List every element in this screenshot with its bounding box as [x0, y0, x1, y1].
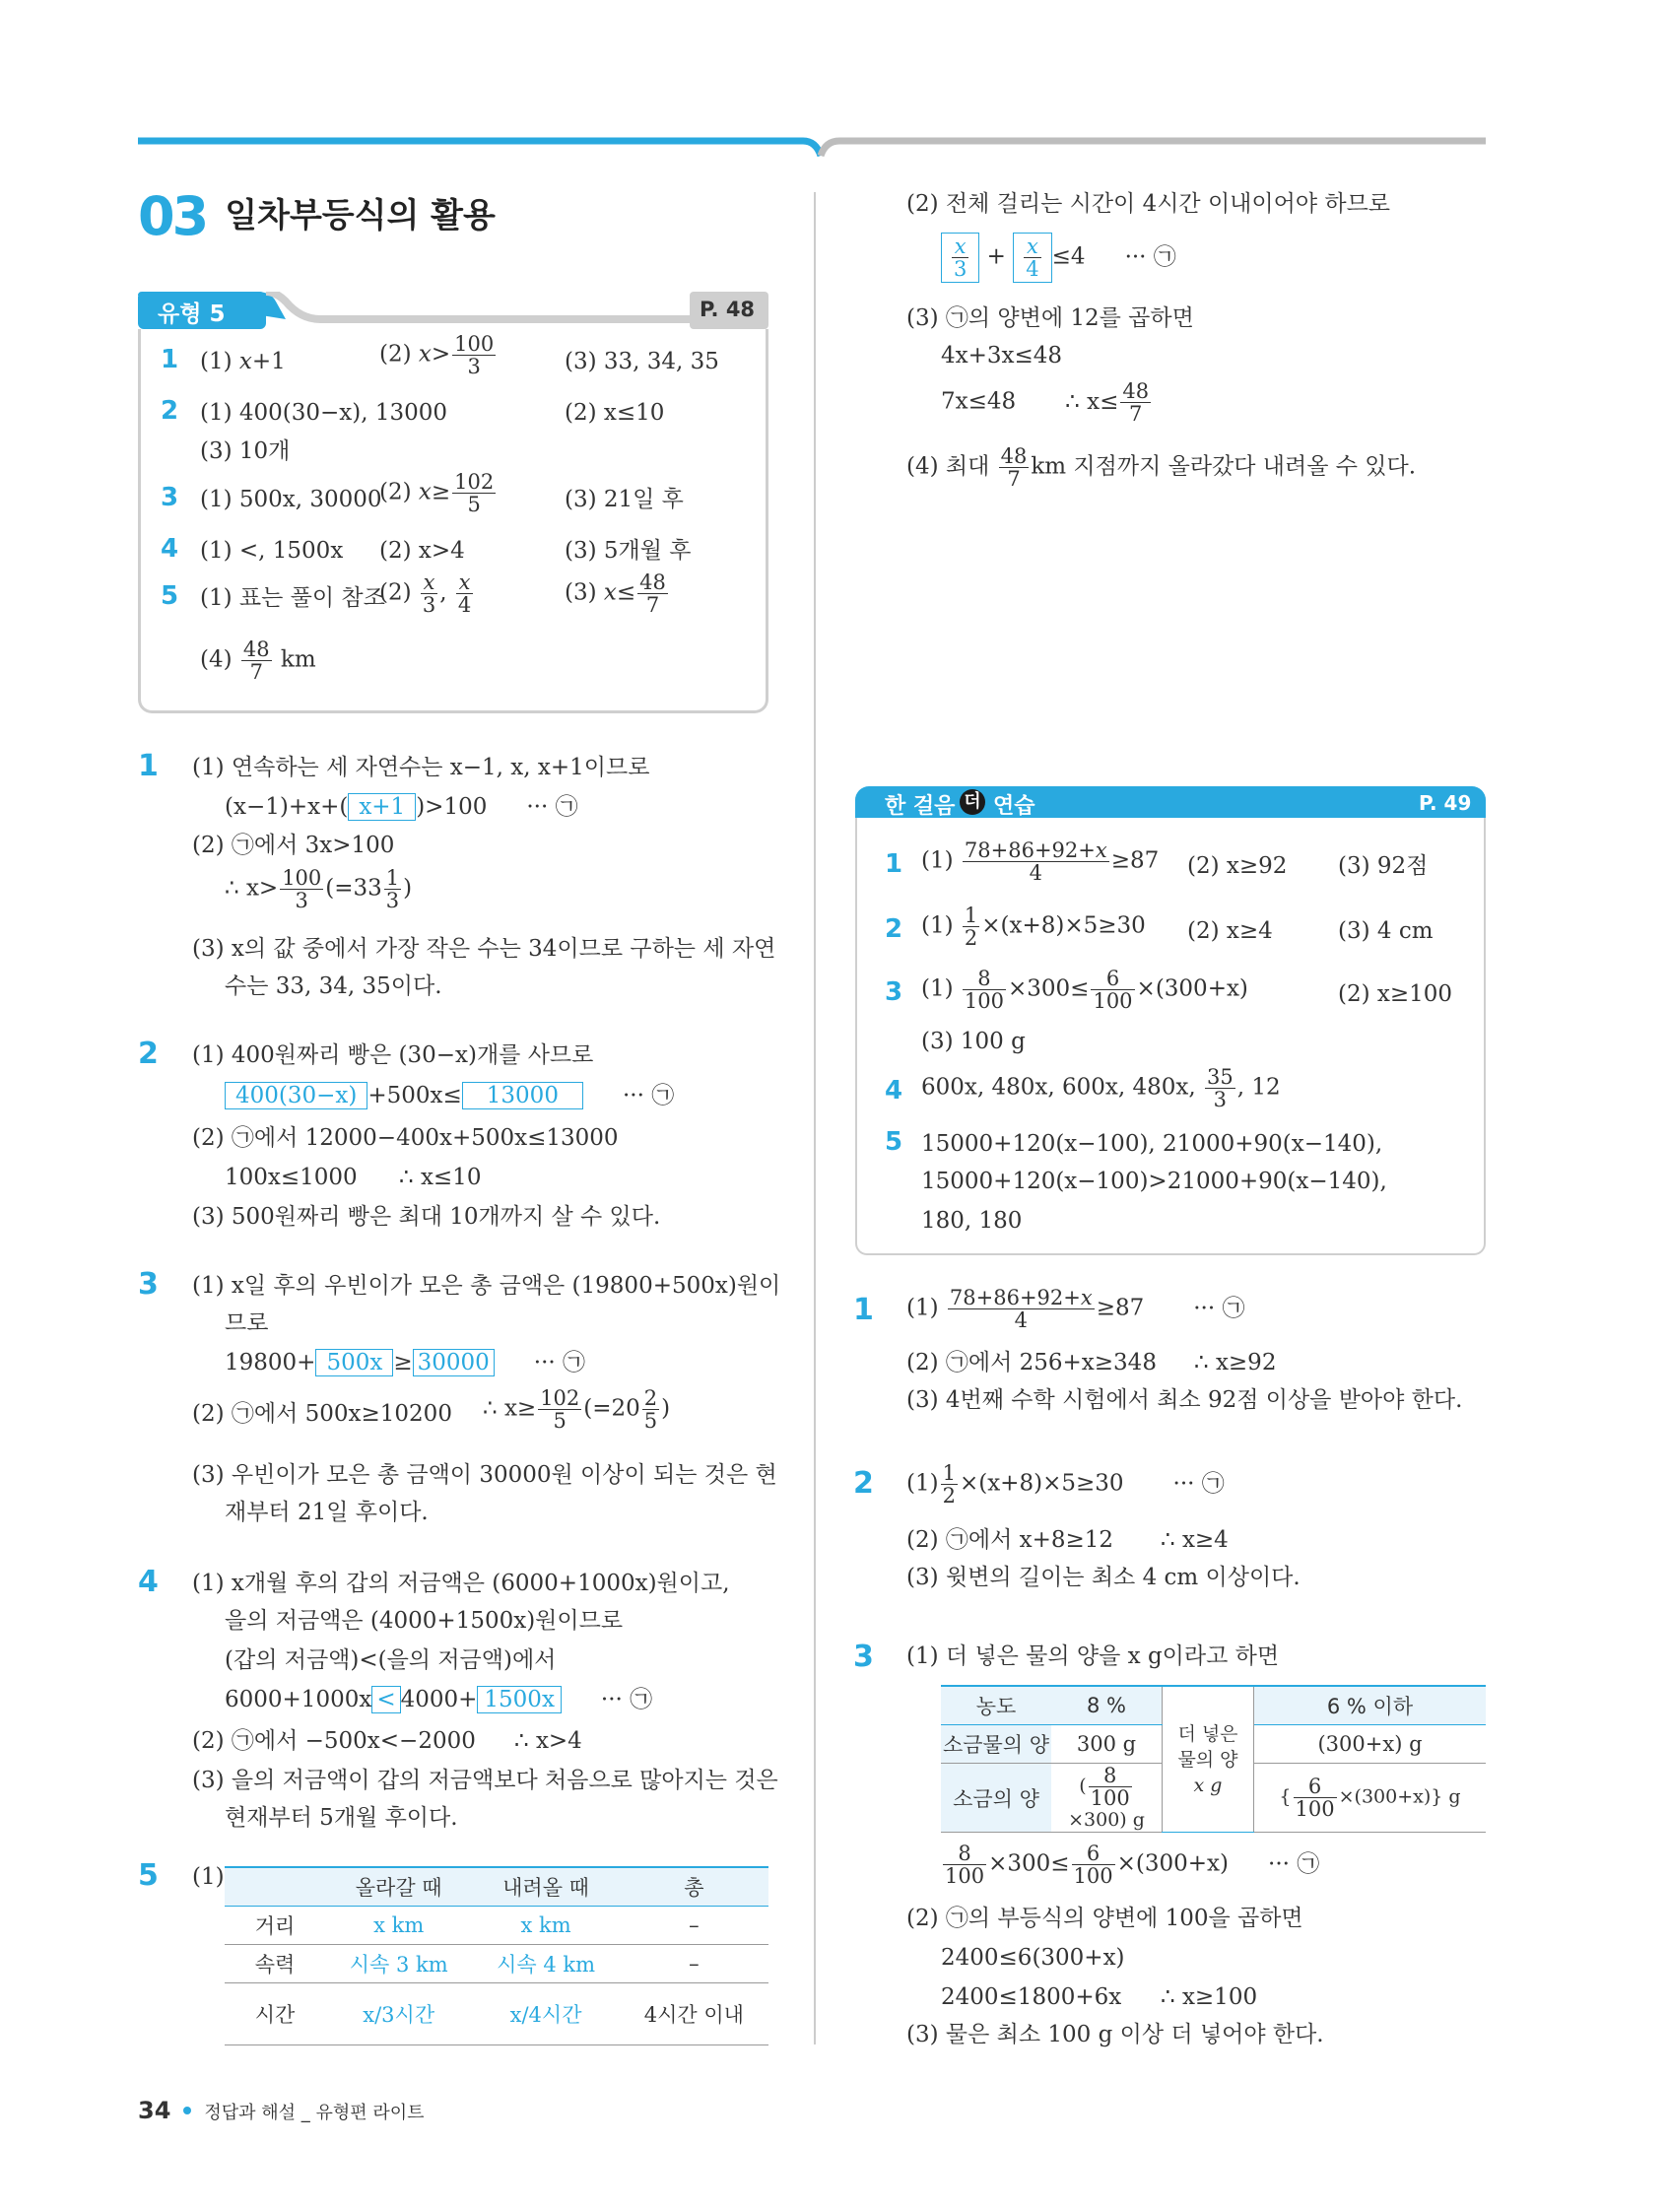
type-tab-bar	[138, 292, 768, 329]
p4-line6: (3) 을의 저금액이 갑의 저금액보다 처음으로 많아지는 것은	[192, 1768, 778, 1793]
summary-1-b: (2) x> $\frac{100}{3}$	[379, 332, 495, 378]
section-title: 일차부등식의 활용	[225, 196, 496, 235]
p4-line1: (1) x개월 후의 갑의 저금액은 (6000+1000x)원이고,	[192, 1571, 730, 1596]
s1-line3: (3) 4번째 수학 시험에서 최소 92점 이상을 받아야 한다.	[906, 1387, 1463, 1413]
summary-4-b: (2) x>4	[379, 538, 465, 564]
step-title-b: 연습	[993, 794, 1035, 819]
summary-num: 5	[161, 581, 179, 611]
s1-line2b: ∴ x≥92	[1194, 1350, 1277, 1375]
problem-number: 2	[138, 1037, 159, 1071]
p2-line4a: 100x≤1000	[225, 1165, 358, 1190]
rt-line3: (3) ㉠의 양변에 12를 곱하면	[906, 305, 1194, 331]
p2-line3: (2) ㉠에서 12000−400x+500x≤13000	[192, 1125, 619, 1151]
step-box-header	[855, 786, 1486, 822]
problem-number: 1	[138, 749, 159, 783]
s2-line3: (3) 윗변의 길이는 최소 4 cm 이상이다.	[906, 1565, 1301, 1590]
p3-line2: 므로	[225, 1310, 269, 1336]
summary-3-b: (2) x≥ $\frac{102}{5}$	[379, 470, 495, 516]
step2-a: (1) $\frac{1}{2}$ ×(x+8)×5≥30	[921, 904, 1146, 950]
summary-4-c: (3) 5개월 후	[565, 538, 692, 564]
problem-number: 3	[138, 1267, 159, 1302]
s1-line2a: (2) ㉠에서 256+x≥348	[906, 1350, 1157, 1375]
summary-5-b: (2) $\frac{x}{3}$ , $\frac{x}{4}$	[379, 570, 472, 617]
p3-line4b: ∴ x≥ $\frac{102}{5}$ (=20 $\frac{2}{5}$ )	[483, 1386, 671, 1433]
p4-line3: (갑의 저금액)<(을의 저금액)에서	[225, 1647, 557, 1673]
problem-number: 3	[853, 1640, 874, 1674]
summary-1-a: (1) x+1	[200, 349, 286, 374]
s2-line1: (1) $\frac{1}{2}$ ×(x+8)×5≥30 ··· ㉠	[906, 1461, 1225, 1508]
step-title-badge: 더	[960, 789, 985, 815]
type-tab-label: 유형 5	[158, 302, 226, 327]
step3-d: (3) 100 g	[921, 1029, 1026, 1054]
s3-line5a: 2400≤1800+6x	[941, 1984, 1122, 2010]
step-num: 2	[885, 914, 903, 944]
summary-5-d: (4) $\frac{48}{7}$ km	[200, 637, 316, 684]
summary-5-c: (3) x≤ $\frac{48}{7}$	[565, 570, 666, 617]
p2-line4b: ∴ x≤10	[399, 1165, 482, 1190]
step1-c: (3) 92점	[1338, 853, 1429, 879]
column-divider	[814, 192, 816, 2044]
summary-num: 4	[161, 534, 179, 564]
p3-line5: (3) 우빈이가 모은 총 금액이 30000원 이상이 되는 것은 현	[192, 1462, 777, 1488]
footer	[138, 2097, 425, 2124]
summary-2-d: (3) 10개	[200, 438, 291, 464]
p1-line2: (x−1)+x+( x+1 )>100 ··· ㉠	[225, 794, 578, 820]
step-num: 5	[885, 1127, 903, 1157]
p3-line1: (1) x일 후의 우빈이가 모은 총 금액은 (19800+500x)원이	[192, 1273, 781, 1299]
p4-line7: 현재부터 5개월 후이다.	[225, 1805, 458, 1831]
s3-line6: (3) 물은 최소 100 g 이상 더 넣어야 한다.	[906, 2022, 1324, 2047]
step5-l2: 15000+120(x−100)>21000+90(x−140),	[921, 1169, 1387, 1194]
step3-c: (2) x≥100	[1338, 981, 1453, 1007]
p3-line6: 재부터 21일 후이다.	[225, 1500, 429, 1525]
s3-ineq: $\frac{8}{100}$ ×300≤ $\frac{6}{100}$ ×(300+x) ··· ㉠	[945, 1842, 1320, 1888]
s3-line1: (1) 더 넣은 물의 양을 x g이라고 하면	[906, 1643, 1280, 1669]
summary-num: 3	[161, 483, 179, 512]
step1-b: (2) x≥92	[1187, 853, 1288, 879]
p2-line2: 400(30−x) +500x≤ 13000 ··· ㉠	[225, 1081, 674, 1110]
s3-line3: (2) ㉠의 부등식의 양변에 100을 곱하면	[906, 1906, 1303, 1931]
s3-line5b: ∴ x≥100	[1161, 1984, 1258, 2010]
p4-line5b: ∴ x>4	[514, 1728, 582, 1754]
step-title-a: 한 걸음	[885, 794, 956, 819]
step2-b: (2) x≥4	[1187, 918, 1273, 944]
rt-line4: 4x+3x≤48	[941, 343, 1063, 369]
salt-table: 농도 8 % 더 넣은 물의 양 x g 6 % 이하 소금물의 양 300 g (300+x) g 소금의 양 ( $\frac{8}{100}$ ×300) g { $\frac{6}{100}$ ×(300+x)} g	[941, 1685, 1486, 1833]
rt-ineq: $\frac{x}{3}$ + $\frac{x}{4}$ ≤4 ··· ㉠	[941, 233, 1176, 283]
summary-2-c: (2) x≤10	[565, 400, 665, 426]
p2-line5: (3) 500원짜리 빵은 최대 10개까지 살 수 있다.	[192, 1204, 661, 1230]
step1-a: (1) $\frac{78+86+92+x}{4}$ ≥87	[921, 838, 1160, 885]
tab-shape	[138, 292, 768, 329]
summary-5-a: (1) 표는 풀이 참조	[200, 585, 385, 611]
rt-line6: (4) 최대 $\frac{48}{7}$ km 지점까지 올라갔다 내려올 수 있다.	[906, 444, 1417, 491]
problem-number: 1	[853, 1293, 874, 1327]
type-tab-page: P. 48	[700, 298, 756, 321]
p4-line2: 을의 저금액은 (4000+1500x)원이므로	[225, 1608, 624, 1634]
step-num: 1	[885, 849, 903, 879]
p4-line5a: (2) ㉠에서 −500x<−2000	[192, 1728, 476, 1754]
rt-line5: 7x≤48 ∴ x≤ $\frac{48}{7}$	[941, 379, 1150, 426]
step2-c: (3) 4 cm	[1338, 918, 1434, 944]
section-header	[138, 185, 496, 247]
summary-2-a: (1) 400(30−x), 13000	[200, 400, 448, 426]
summary-1-c: (3) 33, 34, 35	[565, 349, 719, 374]
step3-a: (1) $\frac{8}{100}$ ×300≤ $\frac{6}{100}$ ×(300+x)	[921, 967, 1248, 1013]
problem-number: 5	[138, 1858, 159, 1893]
section-number: 03	[138, 185, 207, 247]
summary-3-a: (1) 500x, 30000	[200, 487, 382, 512]
step5-l3: 180, 180	[921, 1208, 1023, 1234]
p1-line4: ∴ x> $\frac{100}{3}$ (=33 $\frac{1}{3}$ )	[225, 866, 413, 912]
s3-line4: 2400≤6(300+x)	[941, 1945, 1125, 1971]
speed-table: 올라갈 때 내려올 때 총 거리 x km x km – 속력 시속 3 km 시속 4 km – 시간 x/3시간 x/4시간 4시간 이내	[225, 1866, 768, 2045]
p1-line1: (1) 연속하는 세 자연수는 x−1, x, x+1이므로	[192, 755, 650, 780]
problem-number: 4	[138, 1565, 159, 1599]
p5-label: (1)	[192, 1864, 225, 1890]
summary-4-a: (1) <, 1500x	[200, 538, 344, 564]
footer-text: 정답과 해설 _ 유형편 라이트	[204, 2103, 425, 2123]
s2-line2b: ∴ x≥4	[1161, 1527, 1229, 1553]
step4-a: 600x, 480x, 600x, 480x, $\frac{35}{3}$ , 12	[921, 1065, 1281, 1111]
rt-line1: (2) 전체 걸리는 시간이 4시간 이내이어야 하므로	[906, 191, 1391, 217]
problem-number: 2	[853, 1466, 874, 1501]
s2-line2a: (2) ㉠에서 x+8≥12	[906, 1527, 1114, 1553]
step5-l1: 15000+120(x−100), 21000+90(x−140),	[921, 1131, 1383, 1157]
summary-num: 2	[161, 396, 179, 426]
p1-line6: 수는 33, 34, 35이다.	[225, 973, 442, 999]
page-number: 34	[138, 2097, 171, 2124]
p1-line5: (3) x의 값 중에서 가장 작은 수는 34이므로 구하는 세 자연	[192, 936, 776, 962]
p3-line3: 19800+ 500x ≥ 30000 ··· ㉠	[225, 1350, 586, 1375]
summary-3-c: (3) 21일 후	[565, 487, 684, 512]
step-num: 4	[885, 1076, 903, 1106]
step-num: 3	[885, 977, 903, 1007]
top-bar	[0, 0, 1668, 158]
p3-line4a: (2) ㉠에서 500x≥10200	[192, 1401, 452, 1427]
p2-line1: (1) 400원짜리 빵은 (30−x)개를 사므로	[192, 1042, 594, 1068]
s1-line1: (1) $\frac{78+86+92+x}{4}$ ≥87 ··· ㉠	[906, 1286, 1245, 1332]
summary-num: 1	[161, 345, 179, 374]
dot-icon	[183, 2107, 191, 2114]
step-page: P. 49	[1419, 791, 1472, 815]
p1-line3: (2) ㉠에서 3x>100	[192, 833, 395, 858]
p4-line4: 6000+1000x < 4000+ 1500x ··· ㉠	[225, 1687, 653, 1712]
